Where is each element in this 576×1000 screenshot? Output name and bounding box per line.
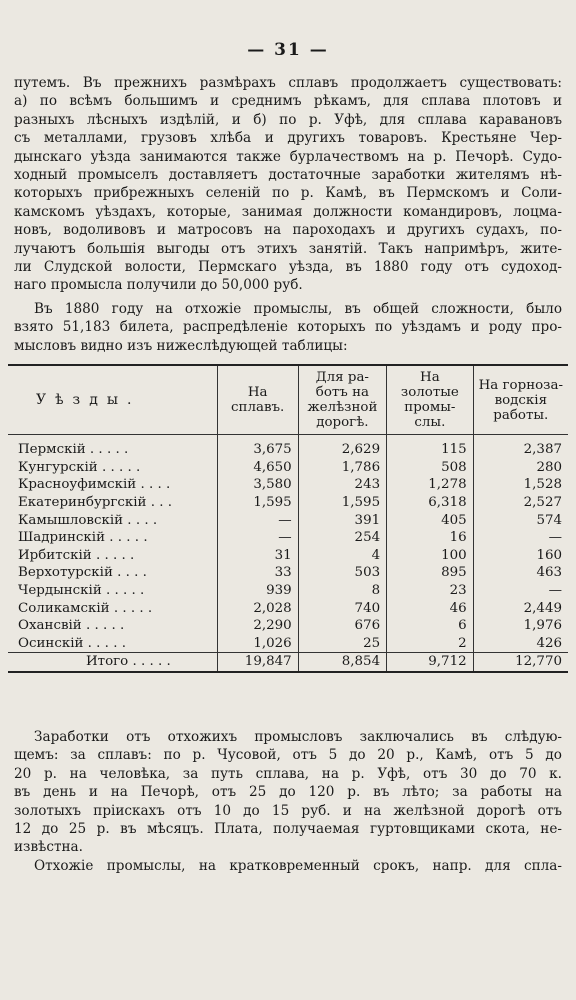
total-cell: 19,847 [217,653,298,672]
value-cell: 2,028 [217,599,298,617]
table-row [8,459,568,477]
value-cell: 939 [217,582,298,600]
text-line: разныхъ лѣсныхъ издѣлій, и б) по р. Уфѣ, для сплава каравановъ [14,111,562,128]
district-cell: Пермскій . . . . . [18,442,129,458]
district-cell: Соликамскій . . . . . [18,600,153,616]
value-cell: 243 [298,476,386,494]
district-cell: Верхотурскій . . . . [18,565,147,581]
district-cell: Охансвій . . . . . [18,618,125,634]
table-row [8,494,568,512]
text-line: Отхожіе промыслы, на кратковременный срокъ, напр. для спла- [34,857,562,874]
text-line: ли Слудской волости, Пермскаго уѣзда, въ 1880 году отъ судоход- [14,259,562,276]
text-line: взято 51,183 билета, распредѣленіе которыхъ по уѣздамъ и роду про- [14,319,562,336]
value-cell: 6,318 [387,494,474,512]
value-cell: — [217,511,298,529]
value-cell: 2,387 [473,435,568,459]
header-districts: Уѣзды. [8,365,217,435]
text-line: камскомъ уѣздахъ, которые, занимая должности командировъ, лоцма- [14,203,562,220]
value-cell: 2,290 [217,617,298,635]
header-mining: На горноза- водскія работы. [473,365,568,435]
district-cell: Камышловскій . . . . [18,512,158,528]
value-cell: 1,278 [387,476,474,494]
migrant-work-table [8,364,568,673]
value-cell: 100 [387,547,474,565]
value-cell: 503 [298,564,386,582]
page-number: — 31 — [247,40,329,60]
table-row [8,529,568,547]
value-cell: 1,595 [217,494,298,512]
value-cell: 4,650 [217,459,298,477]
value-cell: 2,449 [473,599,568,617]
text-line: щемъ: за сплавъ: по р. Чусовой, отъ 5 до 20 р., Камѣ, отъ 5 до [14,747,562,764]
value-cell: 1,528 [473,476,568,494]
table-row [8,582,568,600]
value-cell: 6 [387,617,474,635]
value-cell: 3,675 [217,435,298,459]
value-cell: 8 [298,582,386,600]
text-line: новъ, водоливовъ и матросовъ на пароходахъ и другихъ судахъ, по- [14,222,562,239]
table-row [8,599,568,617]
value-cell: 463 [473,564,568,582]
value-cell: 1,976 [473,617,568,635]
value-cell: 160 [473,547,568,565]
table-row [8,564,568,582]
text-line: мысловъ видно изъ нижеслѣдующей таблицы: [14,337,348,354]
paragraph-2 [14,300,562,355]
text-line: а) по всѣмъ большимъ и среднимъ рѣкамъ, для сплава плотовъ и [14,93,562,110]
district-cell: Осинскій . . . . . [18,635,126,651]
text-line: путемъ. Въ прежнихъ размѣрахъ сплавъ продолжаетъ существовать: [14,75,562,91]
paragraph-1 [14,74,562,295]
text-line: ходный промыселъ доставляетъ достаточные заработки жителямъ нѣ- [14,167,562,184]
table-row [8,435,568,459]
header-rafting: На сплавъ. [217,365,298,435]
header-gold: На золотые промы- слы. [387,365,474,435]
value-cell: 33 [217,564,298,582]
district-cell: Чердынскій . . . . . [18,583,145,599]
table-row [8,476,568,494]
table-row [8,511,568,529]
value-cell: 676 [298,617,386,635]
value-cell: — [473,582,568,600]
total-cell: 9,712 [387,653,474,672]
total-cell: 12,770 [473,653,568,672]
value-cell: 1,595 [298,494,386,512]
value-cell: 23 [387,582,474,600]
text-line: 12 до 25 р. въ мѣсяцъ. Плата, получаемая гуртовщиками скота, не- [14,821,562,838]
district-cell: Красноуфимскій . . . . [18,477,171,493]
value-cell: 2 [387,635,474,653]
value-cell: — [217,529,298,547]
text-line: 20 р. на человѣка, за путь сплава, на р. Уфѣ, отъ 30 до 70 к. [14,765,562,782]
text-line: дынскаго уѣзда занимаются также бурлачествомъ на р. Печорѣ. Судо- [14,148,562,165]
paragraph-3 [14,728,562,875]
district-cell: Шадринскій . . . . . [18,530,148,546]
text-line: извѣстна. [14,839,83,856]
header-railway: Для ра- ботъ на желѣзной дорогѣ. [298,365,386,435]
table-row [8,617,568,635]
total-cell: 8,854 [298,653,386,672]
value-cell: 254 [298,529,386,547]
text-line: съ металлами, грузовъ хлѣба и другихъ товаровъ. Крестьяне Чер- [14,130,562,147]
value-cell: 115 [387,435,474,459]
value-cell: 391 [298,511,386,529]
value-cell: 2,629 [298,435,386,459]
text-line: которыхъ прибрежныхъ селеній по р. Камѣ, въ Пермскомъ и Соли- [14,185,562,202]
value-cell: 31 [217,547,298,565]
value-cell: 1,786 [298,459,386,477]
value-cell: 574 [473,511,568,529]
value-cell: 25 [298,635,386,653]
table-row [8,547,568,565]
value-cell: 46 [387,599,474,617]
value-cell: 4 [298,547,386,565]
value-cell: 426 [473,635,568,653]
text-line: лучаютъ большія выгоды отъ этихъ занятій. Такъ напримѣръ, жите- [14,240,562,257]
value-cell: 895 [387,564,474,582]
value-cell: 2,527 [473,494,568,512]
table-total-row [8,653,568,672]
value-cell: 3,580 [217,476,298,494]
table-header-row [8,365,568,435]
text-line: наго промысла получили до 50,000 руб. [14,277,303,294]
value-cell: 740 [298,599,386,617]
text-line: золотыхъ пріискахъ отъ 10 до 15 руб. и на желѣзной дорогѣ отъ [14,802,562,819]
value-cell: 280 [473,459,568,477]
text-line: Въ 1880 году на отхожіе промыслы, въ общей сложности, было [34,301,562,317]
table-row [8,635,568,653]
value-cell: 16 [387,529,474,547]
district-cell: Ирбитскій . . . . . [18,547,135,563]
value-cell: 508 [387,459,474,477]
value-cell: 1,026 [217,635,298,653]
value-cell: — [473,529,568,547]
value-cell: 405 [387,511,474,529]
district-cell: Кунгурскій . . . . . [18,459,141,475]
district-cell: Екатеринбургскій . . . [18,495,173,511]
text-line: Заработки отъ отхожихъ промысловъ заключались въ слѣдую- [34,729,562,745]
text-line: въ день и на Печорѣ, отъ 25 до 120 р. въ лѣто; за работы на [14,784,562,801]
total-label: Итого . . . . . [8,653,217,672]
